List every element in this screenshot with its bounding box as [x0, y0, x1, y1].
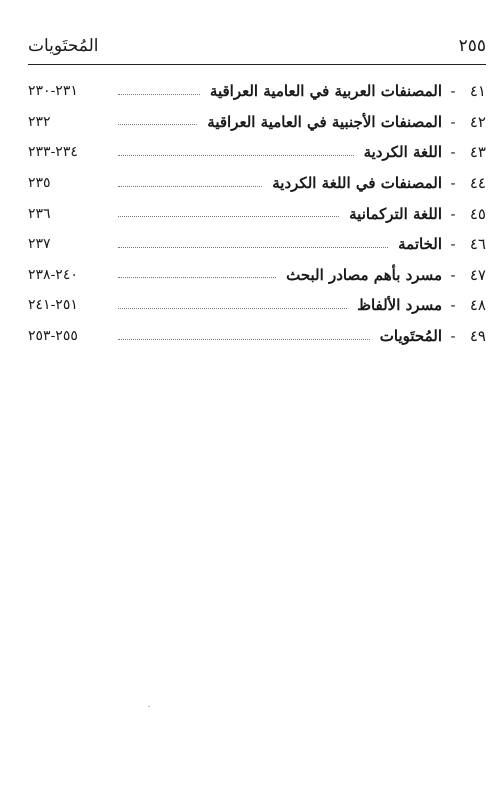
toc-entry — [28, 198, 486, 229]
toc-entry — [28, 260, 486, 291]
entry-title: المصنفات الأجنبية في العامية العراقية — [207, 112, 442, 131]
entry-title: مسرد بأهم مصادر البحث — [286, 265, 442, 284]
entry-number: ٤٩ — [469, 327, 486, 346]
entry-dash: - — [450, 327, 456, 346]
entry-number: ٤٧ — [469, 265, 486, 284]
entry-number: ٤٦ — [469, 235, 486, 254]
running-title: المُحتَويات — [28, 36, 99, 56]
entry-title: المصنفات العربية في العامية العراقية — [209, 82, 442, 101]
toc-entry — [28, 107, 486, 138]
entry-title: المصنفات في اللغة الكردية — [272, 174, 442, 193]
page-header — [28, 30, 486, 56]
dot-leader — [118, 277, 276, 278]
entry-title: اللغة التركمانية — [349, 204, 442, 223]
entry-dash: - — [450, 112, 456, 131]
entry-dash: - — [450, 235, 456, 254]
entry-number: ٤١ — [469, 82, 486, 101]
entry-pages: ٢٣٤-٢٣٣ — [28, 144, 78, 161]
entry-number: ٤٢ — [469, 112, 486, 131]
entry-pages: ٢٣٥ — [28, 175, 51, 192]
toc-entry — [28, 229, 486, 260]
entry-dash: - — [450, 296, 456, 315]
entry-number: ٤٤ — [469, 174, 486, 193]
entry-pages: ٢٤٠-٢٣٨ — [28, 266, 78, 283]
toc-entry — [28, 168, 486, 199]
dot-leader — [118, 124, 197, 125]
table-of-contents — [28, 76, 486, 351]
entry-title: اللغة الكردية — [363, 143, 442, 162]
dot-leader — [118, 186, 262, 187]
dot-leader — [118, 339, 370, 340]
dot-leader — [118, 247, 388, 248]
entry-dash: - — [450, 82, 456, 101]
header-rule — [28, 64, 486, 65]
dot-leader — [118, 94, 200, 95]
toc-entry — [28, 137, 486, 168]
paper-speck — [148, 706, 150, 707]
toc-entry — [28, 321, 486, 352]
entry-dash: - — [450, 174, 456, 193]
entry-dash: - — [450, 265, 456, 284]
entry-dash: - — [450, 204, 456, 223]
dot-leader — [118, 155, 354, 156]
toc-entry — [28, 76, 486, 107]
entry-dash: - — [450, 143, 456, 162]
entry-title: الخاتمة — [398, 235, 442, 254]
entry-pages: ٢٥٥-٢٥٣ — [28, 328, 78, 345]
entry-number: ٤٣ — [469, 143, 486, 162]
dot-leader — [118, 308, 347, 309]
dot-leader — [118, 216, 339, 217]
entry-pages: ٢٣٦ — [28, 205, 51, 222]
entry-pages: ٢٣٧ — [28, 236, 51, 253]
entry-title: المُحتَويات — [379, 327, 442, 346]
entry-pages: ٢٣١-٢٣٠ — [28, 83, 78, 100]
toc-entry — [28, 290, 486, 321]
entry-pages: ٢٥١-٢٤١ — [28, 297, 78, 314]
page-number: ٢٥٥ — [458, 36, 486, 56]
entry-pages: ٢٣٢ — [28, 113, 51, 130]
entry-number: ٤٥ — [469, 204, 486, 223]
entry-number: ٤٨ — [469, 296, 486, 315]
entry-title: مسرد الألفاظ — [357, 296, 442, 315]
